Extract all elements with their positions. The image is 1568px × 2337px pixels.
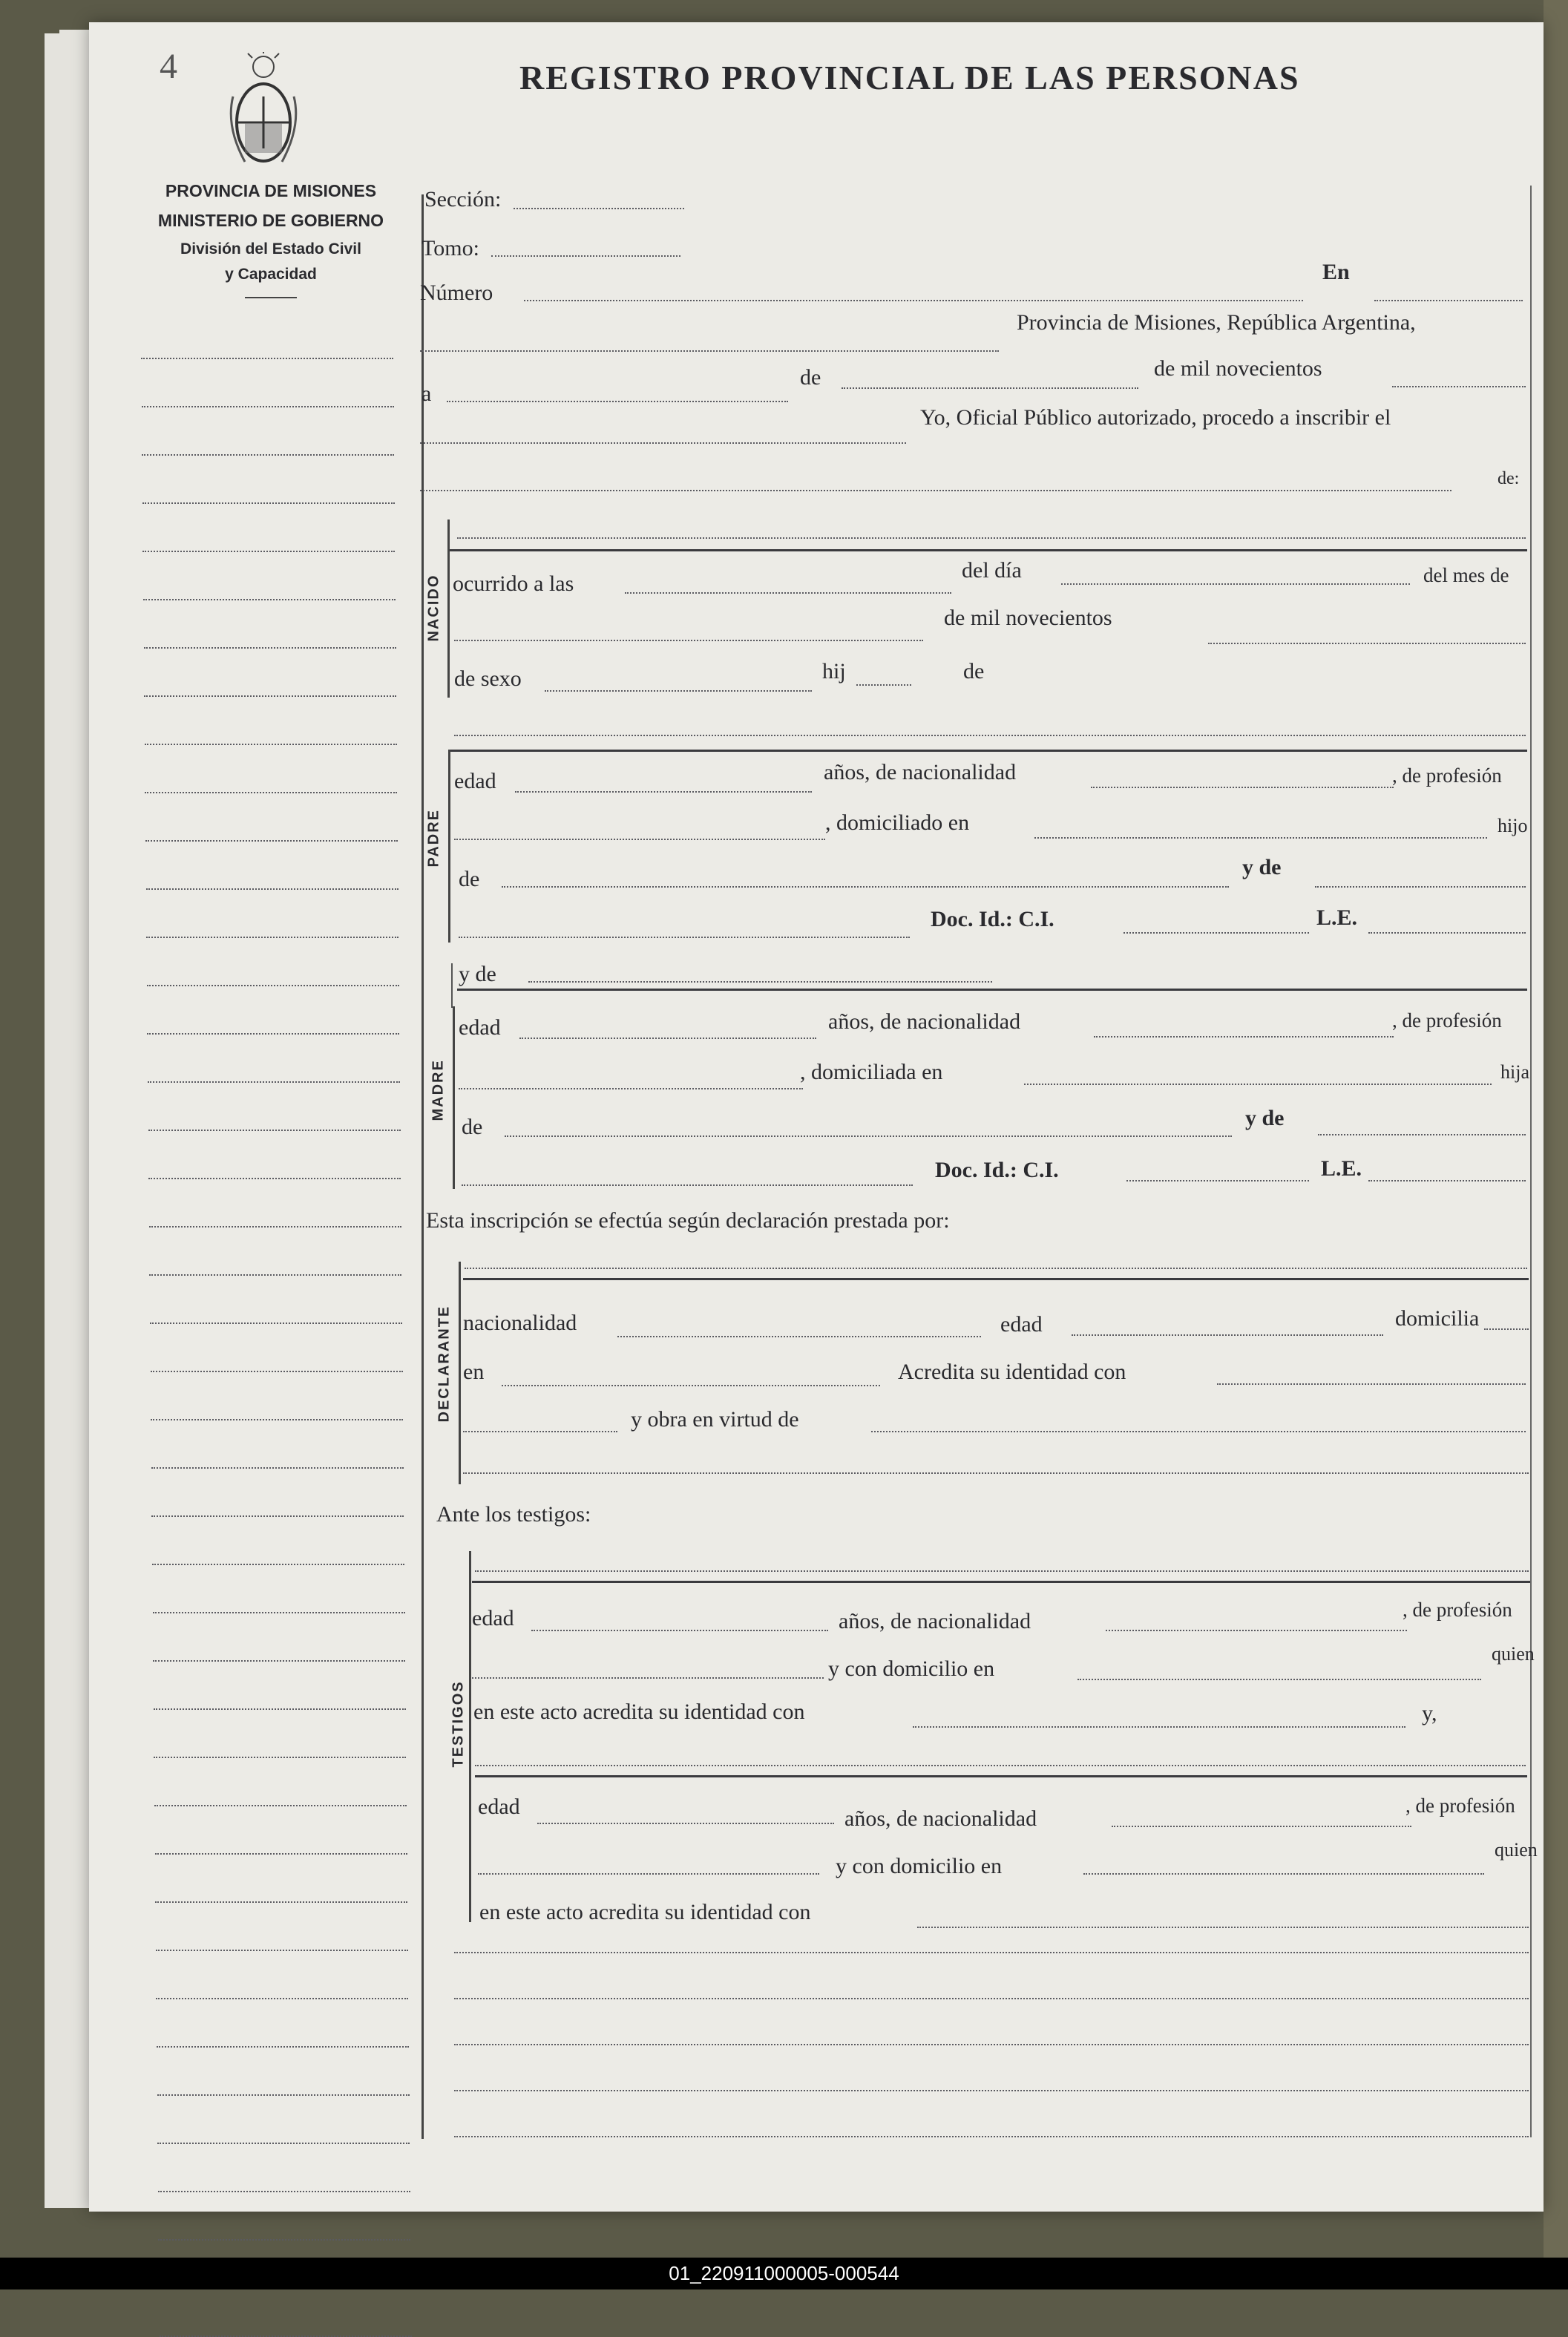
en-field[interactable]	[1374, 300, 1523, 301]
margin-note-line[interactable]	[142, 406, 394, 407]
declarante-top-rule	[463, 1278, 1529, 1280]
margin-note-line[interactable]	[145, 840, 398, 842]
padre-extra-field[interactable]	[459, 937, 910, 938]
hij-label: hij	[822, 659, 846, 684]
year-field[interactable]	[1392, 386, 1526, 387]
madre-y-de-field[interactable]	[528, 981, 992, 983]
sexo-label: de sexo	[454, 666, 522, 691]
month-field[interactable]	[842, 387, 1138, 389]
testigo2-domicilio-label: y con domicilio en	[836, 1854, 1003, 1878]
division-header: División del Estado Civil	[180, 240, 361, 258]
testigo1-profesion-field[interactable]	[472, 1677, 824, 1679]
madre-doc-label: Doc. Id.: C.I.	[935, 1158, 1059, 1182]
footer-id: 01_220911000005-000544	[0, 2258, 1568, 2290]
inscribir-field[interactable]	[420, 490, 1451, 491]
testigo2-nacionalidad-field[interactable]	[1112, 1826, 1411, 1827]
padre-top-rule	[450, 750, 1527, 752]
declarante-edad-field[interactable]	[1072, 1334, 1383, 1336]
margin-note-line[interactable]	[156, 1998, 408, 1999]
margin-note-line[interactable]	[143, 599, 396, 600]
madre-y-de-bottom-label: y de	[1245, 1106, 1285, 1130]
madre-anios-label: años, de nacionalidad	[828, 1009, 1021, 1034]
padre-le-field[interactable]	[1368, 932, 1526, 934]
margin-note-line[interactable]	[142, 502, 395, 504]
nacido-name-field[interactable]	[457, 537, 1526, 539]
margin-note-line[interactable]	[155, 1853, 407, 1855]
madre-de-label: de	[462, 1115, 483, 1139]
declarante-domicilia-field[interactable]	[1484, 1328, 1529, 1330]
margin-note-line[interactable]	[141, 358, 393, 359]
margin-note-line[interactable]	[150, 1322, 402, 1324]
madre-y-de-label: y de	[459, 962, 496, 986]
margin-note-line[interactable]	[151, 1419, 403, 1420]
margin-note-line[interactable]	[152, 1564, 404, 1565]
del-mes-label: del mes de	[1423, 564, 1509, 586]
margin-note-line[interactable]	[151, 1467, 404, 1469]
margin-note-line[interactable]	[147, 985, 399, 986]
declarante-obra-label: y obra en virtud de	[631, 1407, 799, 1432]
nacido-label: NACIDO	[425, 574, 442, 642]
form-left-border	[421, 194, 424, 2139]
margin-note-line[interactable]	[153, 1660, 405, 1662]
seccion-field[interactable]	[514, 208, 684, 209]
margin-note-line[interactable]	[151, 1515, 404, 1517]
margin-note-line[interactable]	[146, 937, 398, 938]
observations-line[interactable]	[454, 1998, 1529, 1999]
testigo1-documento-field[interactable]	[913, 1726, 1405, 1728]
margin-note-line[interactable]	[146, 888, 398, 890]
testigo1-domicilio-label: y con domicilio en	[828, 1656, 995, 1681]
parentage-field[interactable]	[454, 735, 1526, 736]
day-field[interactable]	[447, 401, 788, 402]
numero-label: Número	[420, 281, 493, 305]
de-colon-label: de:	[1498, 469, 1520, 488]
padre-border	[448, 750, 450, 943]
testigos-border	[469, 1551, 471, 1922]
madre-nacionalidad-field[interactable]	[1094, 1036, 1394, 1038]
testigo-name-field[interactable]	[475, 1570, 1529, 1572]
seccion-label: Sección:	[424, 187, 502, 212]
province-header: PROVINCIA DE MISIONES	[165, 181, 377, 200]
margin-note-line[interactable]	[144, 647, 396, 649]
padre-doc-label: Doc. Id.: C.I.	[931, 907, 1054, 931]
margin-note-line[interactable]	[157, 2094, 410, 2096]
margin-note-line[interactable]	[157, 2046, 409, 2048]
madre-abuela-field[interactable]	[1318, 1134, 1526, 1135]
mil-novecientos-label: de mil novecientos	[1154, 356, 1322, 381]
declarante-documento-field[interactable]	[1217, 1383, 1526, 1385]
oficial-label: Yo, Oficial Público autorizado, procedo a inscribir el	[920, 405, 1391, 430]
madre-profesion-label: , de profesión	[1392, 1009, 1502, 1032]
margin-note-line[interactable]	[145, 792, 397, 793]
testigo2-profesion-label: , de profesión	[1405, 1794, 1515, 1817]
margin-note-line[interactable]	[158, 2239, 410, 2241]
margin-note-line[interactable]	[148, 1130, 401, 1131]
margin-note-line[interactable]	[157, 2143, 410, 2144]
padre-anios-label: años, de nacionalidad	[824, 760, 1017, 784]
testigo2-edad-field[interactable]	[537, 1823, 834, 1824]
margin-note-line[interactable]	[149, 1274, 401, 1276]
declarante-border	[459, 1262, 461, 1484]
testigo2-quien-label: quien	[1495, 1839, 1538, 1861]
padre-abuelo-field[interactable]	[502, 886, 1229, 888]
dia-field[interactable]	[1061, 583, 1410, 585]
testigos-top-rule	[472, 1581, 1530, 1583]
declarante-label: DECLARANTE	[436, 1305, 453, 1423]
padre-de-label: de	[459, 867, 480, 891]
declarante-en-label: en	[463, 1360, 485, 1384]
margin-note-line[interactable]	[158, 2191, 410, 2192]
margin-note-line[interactable]	[156, 1950, 408, 1951]
page-title: REGISTRO PROVINCIAL DE LAS PERSONAS	[519, 59, 1300, 96]
tomo-field[interactable]	[491, 255, 680, 257]
madre-edad-label: edad	[459, 1015, 501, 1040]
padre-edad-label: edad	[454, 769, 496, 793]
madre-border-top	[451, 963, 453, 1008]
testigo2-domicilio-field[interactable]	[1083, 1873, 1484, 1875]
testigos-mid-rule	[475, 1775, 1527, 1777]
ante-testigos-label: Ante los testigos:	[436, 1502, 591, 1527]
padre-ci-field[interactable]	[1123, 932, 1309, 934]
madre-edad-field[interactable]	[519, 1038, 816, 1039]
capacity-header: y Capacidad	[225, 266, 317, 283]
margin-note-line[interactable]	[148, 1178, 401, 1179]
madre-label: MADRE	[430, 1059, 447, 1121]
testigo1-edad-label: edad	[472, 1606, 514, 1630]
testigo1-nacionalidad-field[interactable]	[1106, 1630, 1407, 1631]
nacido-year-field[interactable]	[1208, 643, 1526, 644]
declarante-nacionalidad-field[interactable]	[617, 1336, 981, 1337]
testigo1-edad-field[interactable]	[531, 1630, 828, 1631]
testigo2-profesion-field[interactable]	[478, 1873, 819, 1875]
padre-nacionalidad-field[interactable]	[1091, 787, 1394, 788]
testigo1-quien-label: quien	[1492, 1643, 1535, 1665]
margin-note-line[interactable]	[142, 551, 395, 552]
padre-le-label: L.E.	[1316, 905, 1358, 930]
declarante-domicilio-field[interactable]	[502, 1385, 880, 1386]
madre-top-rule	[457, 989, 1527, 991]
padre-edad-field[interactable]	[515, 791, 812, 793]
margin-note-line[interactable]	[151, 1371, 403, 1372]
provincia-field[interactable]	[420, 350, 999, 352]
declarante-virtud-field[interactable]	[871, 1431, 1526, 1432]
margin-note-line[interactable]	[144, 695, 396, 697]
testigo1-profesion-label: , de profesión	[1403, 1599, 1512, 1621]
testigo1-extra-field[interactable]	[475, 1765, 1526, 1766]
testigo1-domicilio-field[interactable]	[1077, 1679, 1481, 1680]
margin-note-line[interactable]	[142, 454, 394, 456]
hij-field[interactable]	[856, 684, 911, 686]
mes-field[interactable]	[454, 640, 923, 641]
madre-domiciliada-label: , domiciliada en	[800, 1060, 943, 1084]
padre-label: PADRE	[425, 808, 442, 868]
testigo2-edad-label: edad	[478, 1794, 520, 1819]
padre-profesion-label: , de profesión	[1392, 764, 1502, 787]
ocurrido-label: ocurrido a las	[453, 571, 574, 596]
margin-note-line[interactable]	[155, 1901, 407, 1903]
margin-note-line[interactable]	[149, 1226, 401, 1228]
padre-hijo-label: hijo	[1498, 815, 1528, 836]
padre-abuela-field[interactable]	[1315, 886, 1526, 888]
madre-abuelo-field[interactable]	[505, 1135, 1232, 1137]
de-label: de	[800, 365, 821, 390]
tomo-label: Tomo:	[421, 236, 479, 260]
hij-de-label: de	[963, 659, 985, 684]
testigo2-acredita-label: en este acto acredita su identidad con	[479, 1900, 811, 1924]
margin-note-line[interactable]	[148, 1081, 400, 1083]
page-number: 4	[160, 47, 177, 86]
page-stack-edge	[59, 30, 91, 2208]
del-dia-label: del día	[962, 558, 1022, 583]
declarante-acredita-label: Acredita su identidad con	[898, 1360, 1126, 1384]
madre-le-field[interactable]	[1368, 1180, 1526, 1181]
testigo1-y-label: y,	[1422, 1701, 1437, 1725]
margin-note-line[interactable]	[145, 744, 397, 745]
declarante-name-field[interactable]	[465, 1268, 1527, 1269]
coat-of-arms-icon	[223, 52, 304, 171]
declaracion-label: Esta inscripción se efectúa según declaración prestada por:	[426, 1208, 950, 1233]
ministry-header: MINISTERIO DE GOBIERNO	[157, 211, 384, 230]
sexo-field[interactable]	[545, 690, 812, 692]
testigo1-acredita-label: en este acto acredita su identidad con	[473, 1700, 805, 1724]
a-label: a	[421, 381, 432, 406]
testigos-label: TESTIGOS	[450, 1680, 467, 1768]
padre-domicilio-field[interactable]	[1034, 837, 1487, 839]
declarante-domicilia-label: domicilia	[1395, 1306, 1480, 1331]
right-edge	[1544, 0, 1568, 2258]
numero-field[interactable]	[524, 300, 1303, 301]
observations-line[interactable]	[454, 2136, 1529, 2137]
declarante-extra-field[interactable]	[463, 1472, 1529, 1474]
nacido-top-rule	[448, 549, 1527, 551]
madre-border	[453, 1006, 455, 1189]
hora-field[interactable]	[625, 592, 951, 594]
padre-domiciliado-label: , domiciliado en	[825, 810, 970, 835]
place-field[interactable]	[420, 442, 906, 444]
madre-ci-field[interactable]	[1126, 1180, 1309, 1181]
madre-hija-label: hija	[1500, 1061, 1529, 1083]
padre-profesion-field[interactable]	[454, 839, 825, 840]
margin-note-line[interactable]	[153, 1612, 405, 1613]
observations-line[interactable]	[454, 2090, 1529, 2091]
nacido-border	[447, 519, 450, 698]
header-underline	[245, 297, 297, 298]
margin-note-line[interactable]	[154, 1708, 406, 1710]
en-label: En	[1322, 260, 1350, 284]
madre-domicilio-field[interactable]	[1024, 1084, 1492, 1085]
provincia-label: Provincia de Misiones, República Argentina,	[1017, 310, 1416, 335]
madre-le-label: L.E.	[1321, 1156, 1362, 1181]
margin-note-line[interactable]	[154, 1757, 406, 1758]
observations-line[interactable]	[454, 1952, 1529, 1953]
margin-note-line[interactable]	[147, 1033, 399, 1035]
declarante-edad-label: edad	[1000, 1312, 1043, 1337]
padre-y-de-label: y de	[1242, 855, 1282, 879]
observations-line[interactable]	[454, 2044, 1529, 2045]
declarante-doc-cont-field[interactable]	[463, 1431, 617, 1432]
madre-profesion-field[interactable]	[459, 1088, 803, 1089]
nacido-mil-label: de mil novecientos	[944, 606, 1112, 630]
testigo2-documento-field[interactable]	[917, 1927, 1529, 1928]
declarante-nacionalidad-label: nacionalidad	[463, 1311, 577, 1335]
madre-extra-field[interactable]	[462, 1184, 913, 1186]
margin-note-line[interactable]	[154, 1805, 407, 1806]
testigo1-anios-label: años, de nacionalidad	[839, 1609, 1031, 1633]
testigo2-anios-label: años, de nacionalidad	[844, 1806, 1037, 1831]
